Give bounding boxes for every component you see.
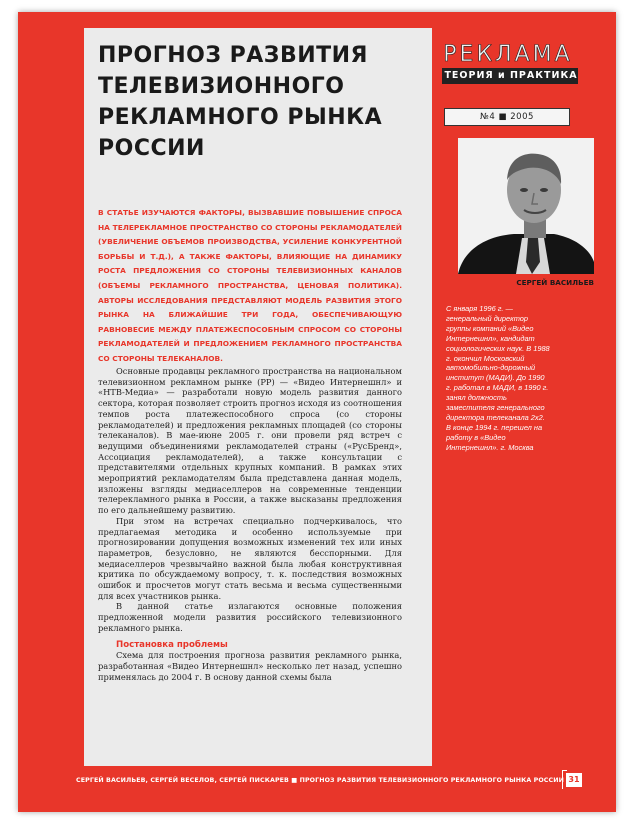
section-heading: Постановка проблемы [116,639,228,650]
body-paragraph: При этом на встречах специально подчеркивалось, что предлагаемая методика и особенно используемые при прогнозировании допущения возможных изменений тех или иных параметров, безусловно, не являются бесспорными. Для медиаселлеров чрезвычайно важной была любая конструктивная критика по обсуждаемому вопросу, т. к. последствия возможных ошибок и просчетов могут стать весьма и весьма существенными для всех участников рынка. [98,515,402,601]
article-body [98,366,402,682]
author-photo [458,138,594,274]
journal-logo-subtitle: ТЕОРИЯ и ПРАКТИКА [444,70,578,81]
article-title: ПРОГНОЗ РАЗВИТИЯ ТЕЛЕВИЗИОННОГО РЕКЛАМНОГО РЫНКА РОССИИ [98,43,383,161]
body-paragraph: В данной статье излагаются основные положения предложенной модели развития российского телевизионного рекламного рынка. [98,601,402,633]
page-number: 31 [566,773,582,787]
journal-logo-title: РЕКЛАМА [443,42,573,67]
article-abstract: В СТАТЬЕ ИЗУЧАЮТСЯ ФАКТОРЫ, ВЫЗВАВШИЕ ПОВЫШЕНИЕ СПРОСА НА ТЕЛЕРЕКЛАМНОЕ ПРОСТРАНСТВО СО СТОРОНЫ РЕКЛАМОДАТЕЛЕЙ (УВЕЛИЧЕНИЕ ОБЪЕМОВ ПРОИЗВОДСТВА, УСИЛЕНИЕ КОНКУРЕНТНОЙ БОРЬБЫ И Т.Д.), А ТАКЖЕ ФАКТОРЫ, ВЛИЯЮЩИЕ НА ДИНАМИКУ РОСТА ПРЕДЛОЖЕНИЯ СО СТОРОНЫ ТЕЛЕВИЗИОННЫХ КАНАЛОВ (ОБЪЕМЫ РЕКЛАМНОГО ПРОСТРАНСТВА, ЦЕНОВАЯ ПОЛИТИКА). АВТОРЫ ИССЛЕДОВАНИЯ ПРЕДСТАВЛЯЮТ МОДЕЛЬ РАЗВИТИЯ ЭТОГО РЫНКА НА БЛИЖАЙШИЕ ТРИ ГОДА, ОБЕСПЕЧИВАЮЩУЮ РАВНОВЕСИЕ МЕЖДУ ПЛАТЕЖЕСПОСОБНЫМ СПРОСОМ СО СТОРОНЫ РЕКЛАМОДАТЕЛЕЙ И ПРЕДЛОЖЕНИЕМ РЕКЛАМНОГО ПРОСТРАНСТВА СО СТОРОНЫ ТЕЛЕКАНАЛОВ. [98,208,402,363]
author-photo-caption: СЕРГЕЙ ВАСИЛЬЕВ [516,278,594,287]
running-footer: СЕРГЕЙ ВАСИЛЬЕВ, СЕРГЕЙ ВЕСЕЛОВ, СЕРГЕЙ ПИСКАРЕВ ■ ПРОГНОЗ РАЗВИТИЯ ТЕЛЕВИЗИОННОГО РЕКЛАМНОГО РЫНКА РОССИИ [76,777,564,784]
journal-logo [438,44,600,104]
author-bio: С января 1996 г. — генеральный директор группы компаний «Видео Интернешнл», кандидат социологических наук. В 1988 г. окончил Московский автомобильно-дорожный институт (МАДИ). До 1990 г. работал в МАДИ, в 1990 г. занял должность заместителя генерального директора телеканала 2х2. В конце 1994 г. перешел на работу в «Видео Интернешнл». г. Москва [446,304,550,452]
body-paragraph: Схема для построения прогноза развития рекламного рынка, разработанная «Видео Интернешнл» несколько лет назад, успешно применялась до 2004 г. В основу данной схемы была [98,650,402,682]
body-paragraph: Основные продавцы рекламного пространства на национальном телевизионном рекламном рынке (РР) — «Видео Интернешнл» и «НТВ-Медиа» — разработали новую модель развития данного сектора, которая позволяет строить прогноз исходя из соотношения темпов роста платежеспособного спроса (со стороны рекламодателей) и предложения рекламных площадей (со стороны телеканалов). В мае-июне 2005 г. они провели ряд встреч с ведущими объединениями рекламодателей страны («РусБренд», Ассоциация рекламодателей), а также консультации с представителями отдельных крупных компаний. В рамках этих мероприятий рекламодателям была представлена данная модель, изложены взгляды медиаселлеров на современные тенденции телерекламного рынка в России, а также высказаны предложения по его дальнейшему развитию. [98,366,402,516]
issue-label: №4 ■ 2005 [444,108,570,126]
